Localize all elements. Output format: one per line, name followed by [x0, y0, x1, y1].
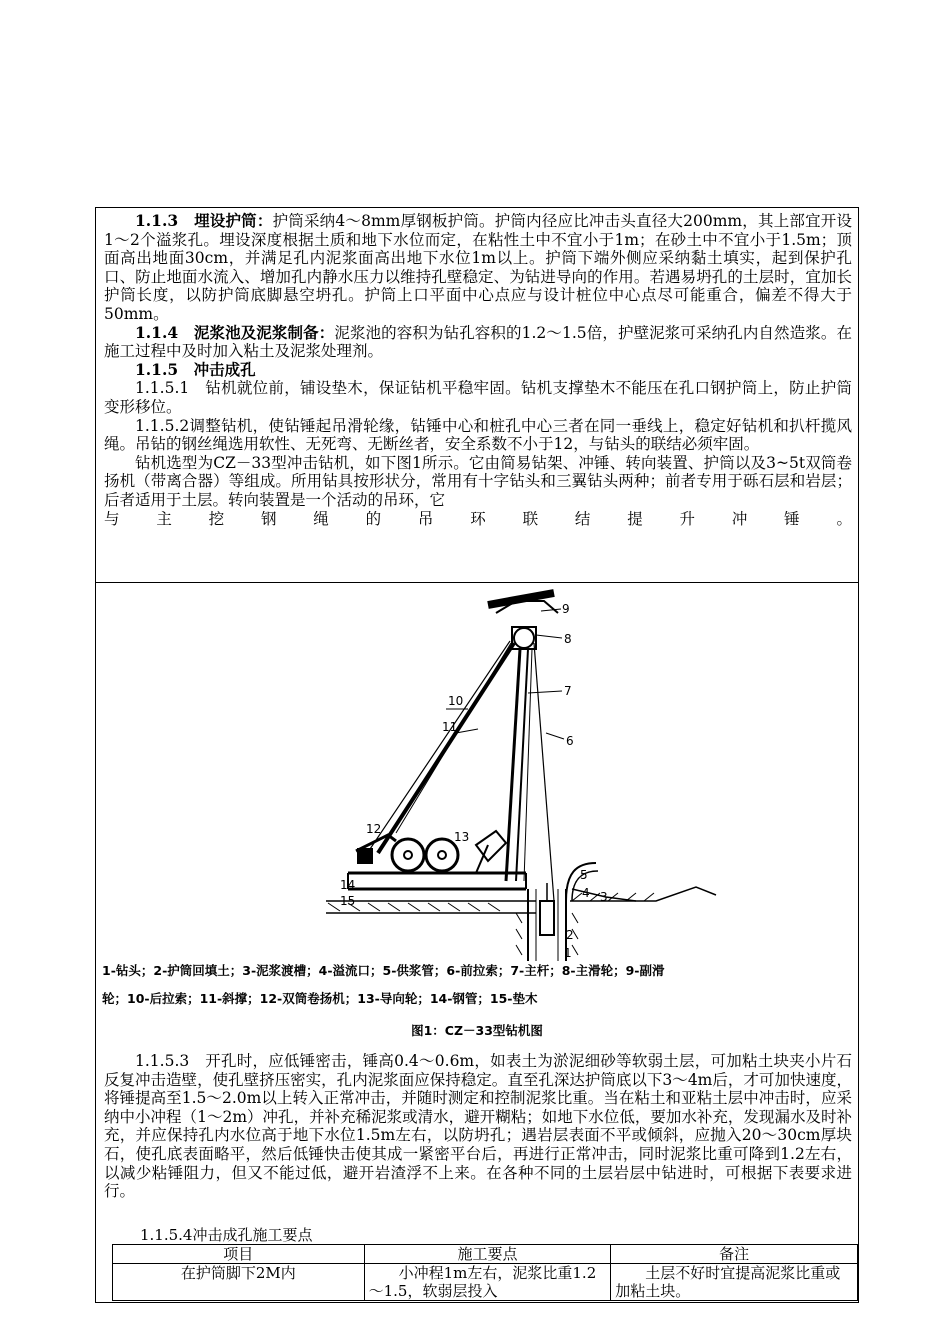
table-row [113, 1264, 858, 1301]
table-header: 施工要点 [364, 1245, 611, 1264]
figure-caption: 图1：CZ－33型钻机图 [411, 1023, 543, 1038]
table-header: 项目 [113, 1245, 365, 1264]
rig-description-last-line: 与主挖钢绳的吊环联结提升冲锤。 [104, 509, 852, 528]
section-number: 1.1.4 [135, 322, 179, 342]
section-heading: 埋设护筒： [194, 211, 273, 230]
section-body: 护筒采纳4～8mm厚钢板护筒。护筒内径应比冲击头直径大200mm，其上部宜开设1～2个溢浆孔。埋设深度根据土质和地下水位而定，在粘性土中不宜小于1m；在砂土中不宜小于1.5m；顶面高出地面30cm，并满足孔内泥浆面高出地下水位1m以上。护筒下端外侧应采纳黏土填实，起到保护孔口、防止地面水流入、增加孔内静水压力以维持孔壁稳定、为钻进导向的作用。若遇易坍孔的土层时，宜加长护筒长度，以防护筒底脚悬空坍孔。护筒上口平面中心点应与设计桩位中心点尽可能重合，偏差不得大于50mm。 [104, 212, 852, 323]
body-text-continued [104, 1052, 852, 1201]
figure-legend [102, 957, 852, 1013]
section-body: 泥浆池的容积为钻孔容积的1.2～1.5倍，护壁泥浆可采纳孔内自然造浆。在施工过程中及时加入粘土及泥浆处理剂。 [104, 323, 852, 361]
content-frame [95, 207, 859, 1303]
rig-description: 钻机选型为CZ－33型冲击钻机，如下图1所示。它由简易钻架、冲锤、转向装置、护筒以及3~5t双筒卷扬机（带离合器）等组成。所用钻具按形状分，常用有十字钻头和三翼钻头两种；前者专用于砾石层和岩层；后者适用于土层。转向装置是一个活动的吊环，它 [104, 453, 852, 509]
figure-block [96, 582, 858, 1049]
section-1-1-5-2: 1.1.5.2调整钻机，使钻锤起吊滑轮缘，钻锤中心和桩孔中心三者在同一垂线上，稳定好钻机和扒杆揽风绳。吊钻的钢丝绳选用软性、无死弯、无断丝者，安全系数不小于12，与钻头的联结必须牢固。 [104, 416, 852, 454]
diagram-label: 6 [566, 734, 574, 748]
drill-rig-diagram [96, 583, 858, 963]
legend-line: 1-钻头；2-护筒回填土；3-泥浆渡槽；4-溢流口；5-供浆管；6-前拉索；7-主杆；8-主滑轮；9-副滑 [102, 963, 665, 978]
diagram-label: 1 [564, 946, 572, 960]
diagram-label: 13 [454, 830, 470, 844]
diagram-label: 8 [564, 632, 572, 646]
table-header-row [113, 1245, 858, 1264]
table-cell: 在护筒脚下2M内 [113, 1264, 365, 1301]
section-number: 1.1.5 [135, 359, 179, 379]
diagram-label: 5 [580, 868, 588, 882]
table-header: 备注 [611, 1245, 858, 1264]
section-1-1-5 [104, 361, 852, 380]
section-1-1-3 [104, 212, 852, 324]
diagram-label: 14 [340, 878, 356, 892]
diagram-label: 7 [564, 684, 572, 698]
diagram-label: 4 [582, 886, 590, 900]
table-cell: 土层不好时宜提高泥浆比重或加粘土块。 [611, 1264, 858, 1301]
construction-points-table [112, 1244, 858, 1301]
legend-line: 轮；10-后拉索；11-斜撑；12-双筒卷扬机；13-导向轮；14-钢管；15-垫木 [102, 991, 538, 1006]
diagram-label: 12 [366, 822, 382, 836]
table-cell: 小冲程1m左右，泥浆比重1.2～1.5，软弱层投入 [364, 1264, 611, 1301]
section-1-1-4 [104, 324, 852, 361]
diagram-label: 10 [448, 694, 464, 708]
section-heading: 泥浆池及泥浆制备： [193, 322, 335, 342]
diagram-label: 2 [566, 928, 574, 942]
section-number: 1.1.3 [135, 211, 179, 230]
diagram-label: 11 [442, 720, 458, 734]
section-1-1-5-1: 1.1.5.1 钻机就位前，铺设垫木，保证钻机平稳牢固。钻机支撑垫木不能压在孔口钢护筒上，防止护筒变形移位。 [104, 379, 852, 416]
section-heading: 冲击成孔 [193, 359, 256, 379]
diagram-label: 15 [340, 894, 356, 908]
table-title: 1.1.5.4冲击成孔施工要点 [140, 1226, 313, 1244]
section-1-1-5-3: 1.1.5.3 开孔时，应低锤密击，锤高0.4～0.6m，如表土为淤泥细砂等软弱土层，可加粘土块夹小片石反复冲击造壁，使孔壁挤压密实，孔内泥浆面应保持稳定。直至孔深达护筒底以下3～4m后，才可加快速度，将锤提高至1.5～2.0m以上转入正常冲击，并随时测定和控制泥浆比重。当在粘土和亚粘土层中冲击时，应采纳中小冲程（1～2m）冲孔，并补充稀泥浆或清水，避开糊粘；如地下水位低，要加水补充，发现漏水及时补充，并应保持孔内水位高于地下水位1.5m左右，以防坍孔；遇岩层表面不平或倾斜，应抛入20～30cm厚块石，使孔底表面略平，然后低锤快击使其成一紧密平台后，再进行正常冲击，同时泥浆比重可降到1.2左右，以减少粘锤阻力，但又不能过低，避开岩渣浮不上来。在各种不同的土层岩层中钻进时，可根据下表要求进行。 [104, 1052, 852, 1201]
body-text [104, 212, 852, 528]
diagram-label: 3 [600, 890, 608, 904]
diagram-label: 9 [562, 602, 570, 616]
